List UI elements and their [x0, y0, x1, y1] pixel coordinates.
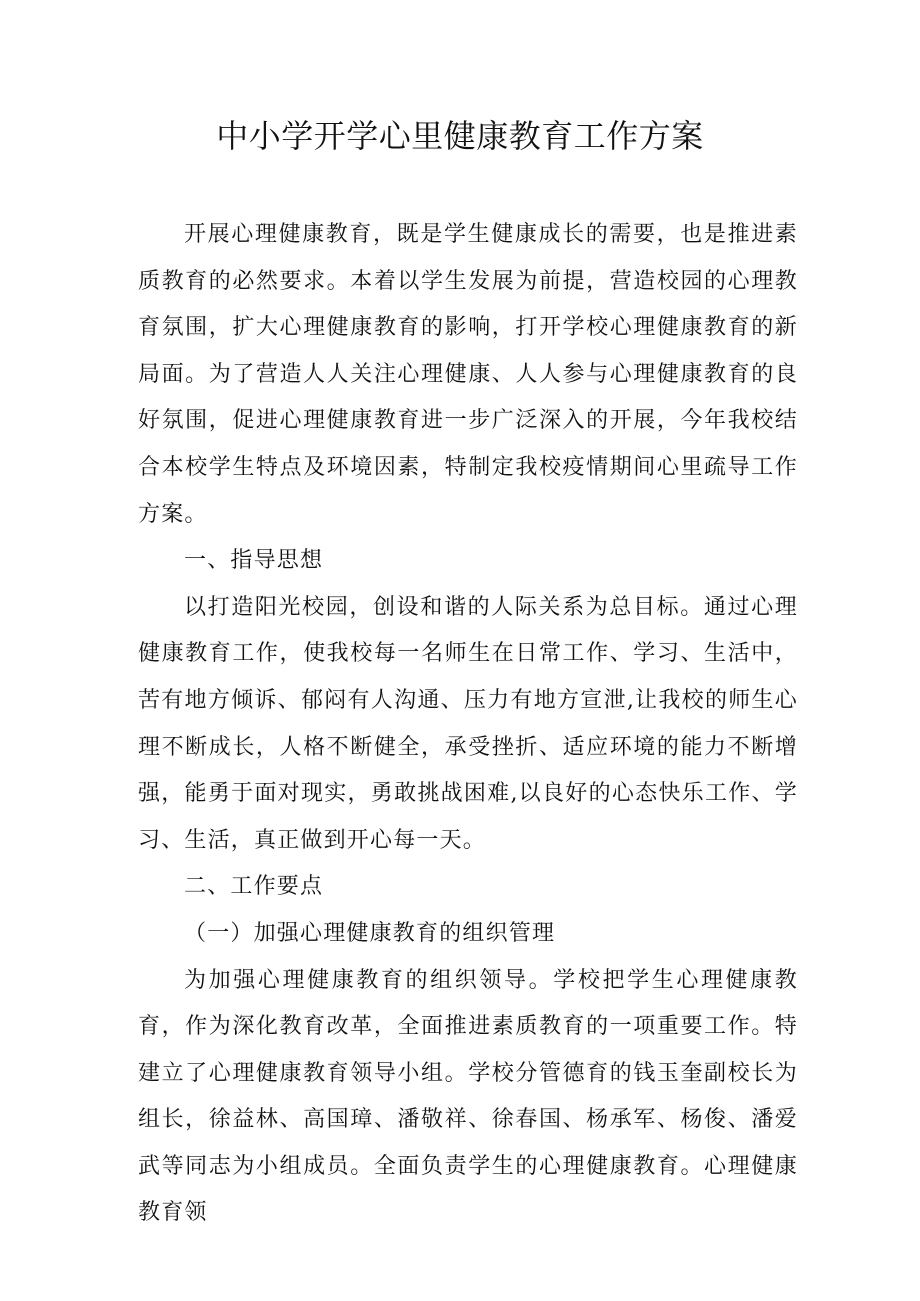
document-title: 中小学开学心里健康教育工作方案 [216, 117, 704, 155]
organization-paragraph: 为加强心理健康教育的组织领导。学校把学生心理健康教育，作为深化教育改革，全面推进素质教育的一项重要工作。特建立了心理健康教育领导小组。学校分管德育的钱玉奎副校长为组长，徐益林、高国璋、潘敬祥、徐春国、杨承军、杨俊、潘爱武等同志为小组成员。全面负责学生的心理健康教育。心理健康教育领 [138, 967, 798, 1226]
section-heading-guiding-ideology: 一、指导思想 [184, 548, 324, 574]
subsection-heading-organization: （一）加强心理健康教育的组织管理 [184, 920, 556, 946]
guiding-ideology-paragraph: 以打造阳光校园，创设和谐的人际关系为总目标。通过心理健康教育工作，使我校每一名师生在日常工作、学习、生活中，苦有地方倾诉、郁闷有人沟通、压力有地方宣泄,让我校的师生心理不断成长，人格不断健全，承受挫折、适应环境的能力不断增强，能勇于面对现实，勇敢挑战困难,以良好的心态快乐工作、学习、生活，真正做到开心每一天。 [138, 594, 798, 853]
intro-paragraph: 开展心理健康教育，既是学生健康成长的需要，也是推进素质教育的必然要求。本着以学生发展为前提，营造校园的心理教育氛围，扩大心理健康教育的影响，打开学校心理健康教育的新局面。为了营造人人关注心理健康、人人参与心理健康教育的良好氛围，促进心理健康教育进一步广泛深入的开展，今年我校结合本校学生特点及环境因素，特制定我校疫情期间心里疏导工作方案。 [138, 222, 798, 527]
section-heading-work-points: 二、工作要点 [184, 874, 324, 900]
document-body [138, 212, 798, 1237]
